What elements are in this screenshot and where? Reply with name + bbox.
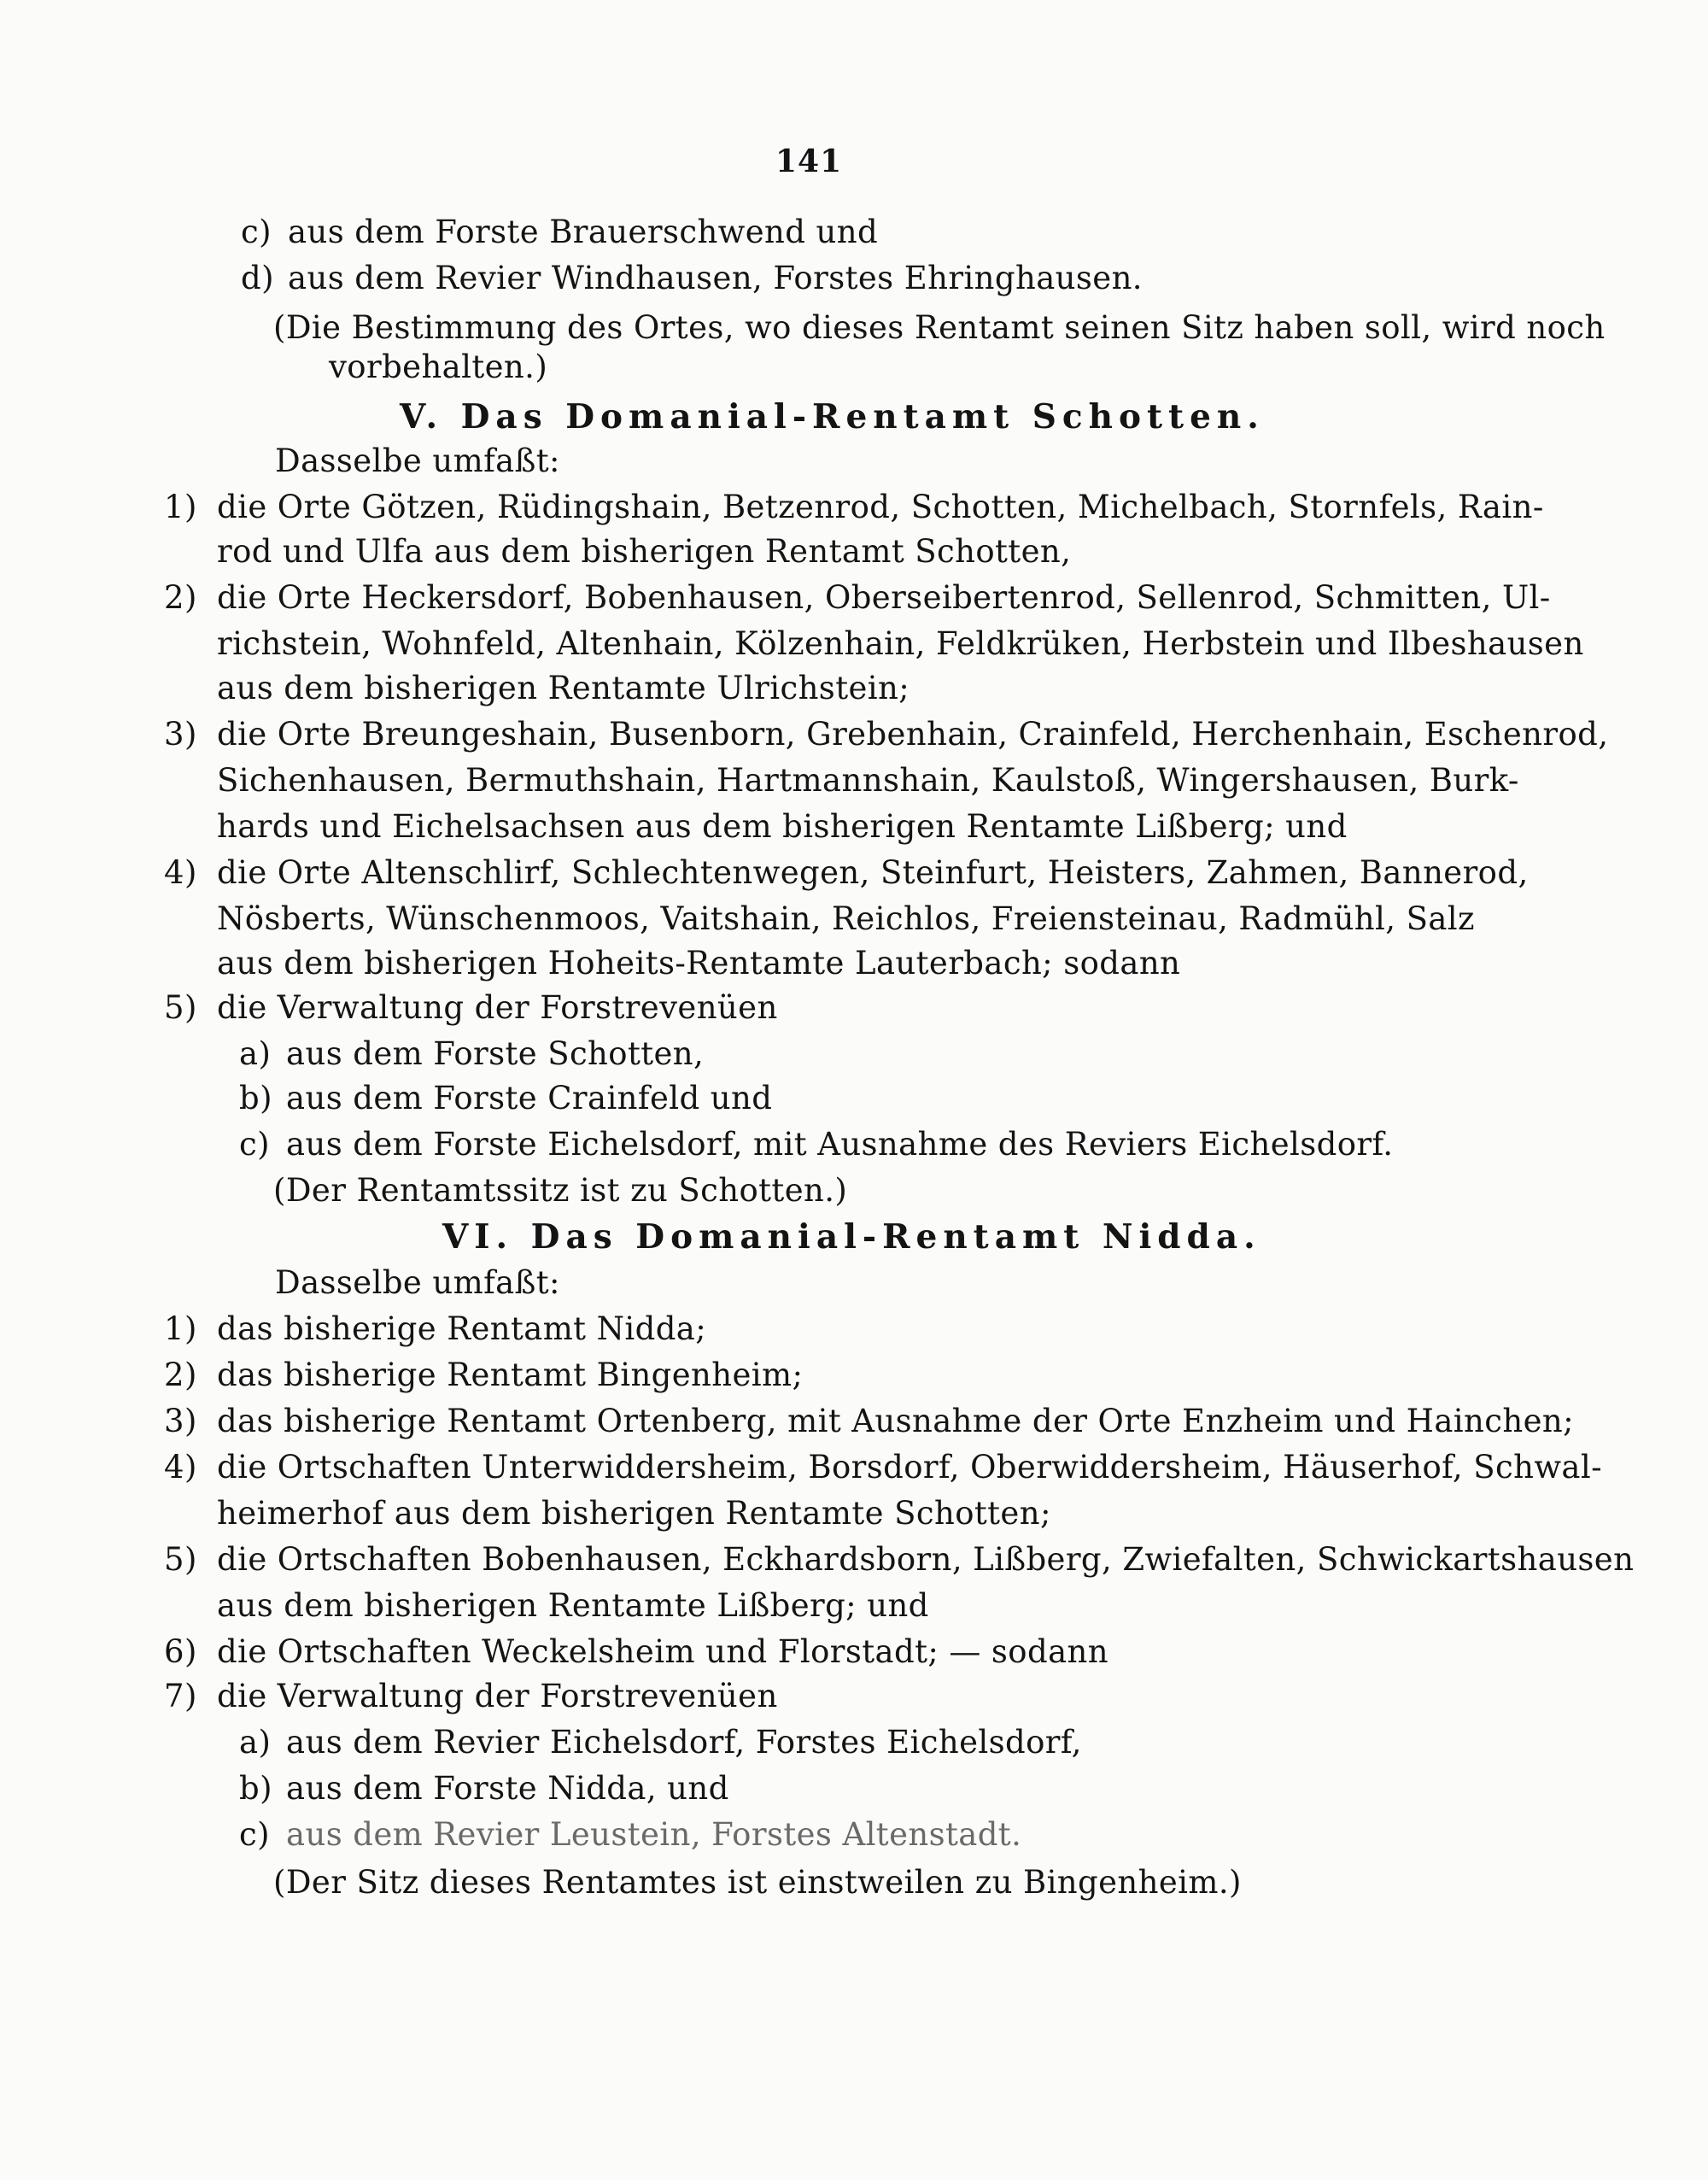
- list-item: [164, 853, 1529, 894]
- seat-note: (Der Sitz dieses Rentamtes ist einstweilen zu Bingenheim.): [273, 1864, 1242, 1901]
- list-item-continuation: Sichenhausen, Bermuthshain, Hartmannshain, Kaulstoß, Wingershausen, Burk-: [217, 762, 1519, 799]
- list-item: [164, 1632, 1108, 1673]
- section-lead: Dasselbe umfaßt:: [275, 442, 560, 479]
- item-number: 2): [164, 579, 197, 616]
- list-item: [164, 1539, 1634, 1580]
- item-text: die Orte Heckersdorf, Bobenhausen, Oberseibertenrod, Sellenrod, Schmitten, Ul-: [217, 579, 1551, 616]
- item-label: a): [239, 1035, 272, 1072]
- item-label: b): [239, 1770, 272, 1807]
- item-number: 3): [164, 716, 197, 753]
- section-heading: V. Das Domanial-Rentamt Schotten.: [400, 397, 1265, 437]
- item-text: die Orte Altenschlirf, Schlechtenwegen, Steinfurt, Heisters, Zahmen, Bannerod,: [217, 854, 1529, 891]
- item-text: aus dem Forste Eichelsdorf, mit Ausnahme des Reviers Eichelsdorf.: [286, 1126, 1394, 1163]
- item-text: aus dem Revier Windhausen, Forstes Ehringhausen.: [288, 260, 1143, 296]
- list-item-continuation: rod und Ulfa aus dem bisherigen Rentamt Schotten,: [217, 533, 1072, 570]
- note-line: (Die Bestimmung des Ortes, wo dieses Rentamt seinen Sitz haben soll, wird noch: [273, 309, 1606, 346]
- list-item: [164, 1676, 778, 1717]
- item-number: 3): [164, 1403, 197, 1439]
- item-text: aus dem Forste Nidda, und: [286, 1770, 729, 1807]
- item-text: das bisherige Rentamt Bingenheim;: [217, 1357, 804, 1393]
- list-item: [164, 1401, 1574, 1442]
- item-text: das bisherige Rentamt Nidda;: [217, 1310, 707, 1347]
- item-number: 4): [164, 854, 197, 891]
- list-item-continuation: Nösberts, Wünschenmoos, Vaitshain, Reichlos, Freiensteinau, Radmühl, Salz: [217, 900, 1475, 937]
- item-text: die Ortschaften Weckelsheim und Florstadt; — sodann: [217, 1633, 1108, 1670]
- list-item-continuation: aus dem bisherigen Rentamte Lißberg; und: [217, 1587, 929, 1624]
- list-item: [164, 1447, 1602, 1488]
- item-label: b): [239, 1080, 272, 1116]
- item-number: 5): [164, 989, 197, 1026]
- note-line: vorbehalten.): [329, 349, 548, 385]
- list-item-continuation: heimerhof aus dem bisherigen Rentamte Schotten;: [217, 1495, 1051, 1532]
- item-text: die Verwaltung der Forstrevenüen: [217, 989, 778, 1026]
- item-number: 1): [164, 1310, 197, 1347]
- list-item-continuation: aus dem bisherigen Rentamte Ulrichstein;: [217, 670, 910, 706]
- sub-item: [239, 1814, 1021, 1855]
- item-label: c): [241, 214, 272, 250]
- item-text: aus dem Forste Schotten,: [286, 1035, 705, 1072]
- item-label: c): [239, 1126, 270, 1163]
- item-number: 6): [164, 1633, 197, 1670]
- sub-item: [239, 1124, 1393, 1165]
- item-label: c): [239, 1816, 270, 1853]
- item-text: aus dem Forste Crainfeld und: [286, 1080, 773, 1116]
- list-item-continuation: hards und Eichelsachsen aus dem bisherigen Rentamte Lißberg; und: [217, 808, 1348, 845]
- list-item-continuation: richstein, Wohnfeld, Altenhain, Kölzenhain, Feldkrüken, Herbstein und Ilbeshausen: [217, 625, 1584, 662]
- item-number: 5): [164, 1541, 197, 1578]
- item-text: aus dem Forste Brauerschwend und: [288, 214, 879, 250]
- list-item: [164, 987, 778, 1028]
- list-item: [164, 577, 1551, 618]
- item-number: 1): [164, 489, 197, 525]
- item-text: die Orte Götzen, Rüdingshain, Betzenrod, Schotten, Michelbach, Stornfels, Rain-: [217, 489, 1544, 525]
- item-text: die Ortschaften Bobenhausen, Eckhardsborn, Lißberg, Zwiefalten, Schwickartshausen: [217, 1541, 1635, 1578]
- item-text: das bisherige Rentamt Ortenberg, mit Ausnahme der Orte Enzheim und Hainchen;: [217, 1403, 1575, 1439]
- list-item: [164, 487, 1544, 528]
- sub-item: [239, 1722, 1082, 1763]
- seat-note: (Der Rentamtssitz ist zu Schotten.): [273, 1172, 848, 1209]
- item-label: d): [241, 260, 274, 296]
- section-lead: Dasselbe umfaßt:: [275, 1264, 560, 1301]
- list-item: [164, 1309, 706, 1350]
- list-item: [164, 1355, 803, 1396]
- sub-item: [239, 1078, 772, 1119]
- item-text: die Ortschaften Unterwiddersheim, Borsdorf, Oberwiddersheim, Häuserhof, Schwal-: [217, 1449, 1602, 1486]
- sub-item: [239, 1034, 704, 1075]
- item-text: die Verwaltung der Forstrevenüen: [217, 1678, 778, 1714]
- section-heading: VI. Das Domanial-Rentamt Nidda.: [442, 1217, 1261, 1257]
- list-item-continuation: aus dem bisherigen Hoheits-Rentamte Lauterbach; sodann: [217, 945, 1181, 982]
- item-text: aus dem Revier Eichelsdorf, Forstes Eichelsdorf,: [286, 1724, 1082, 1761]
- list-item: [164, 714, 1608, 755]
- item-number: 7): [164, 1678, 197, 1714]
- sub-item: [239, 1768, 729, 1809]
- item-text: aus dem Revier Leustein, Forstes Altenstadt.: [286, 1816, 1022, 1853]
- item-number: 2): [164, 1357, 197, 1393]
- list-item: [241, 212, 878, 253]
- item-text: die Orte Breungeshain, Busenborn, Grebenhain, Crainfeld, Herchenhain, Eschenrod,: [217, 716, 1609, 753]
- item-number: 4): [164, 1449, 197, 1486]
- page-number: 141: [775, 144, 843, 179]
- list-item: [241, 258, 1143, 299]
- item-label: a): [239, 1724, 272, 1761]
